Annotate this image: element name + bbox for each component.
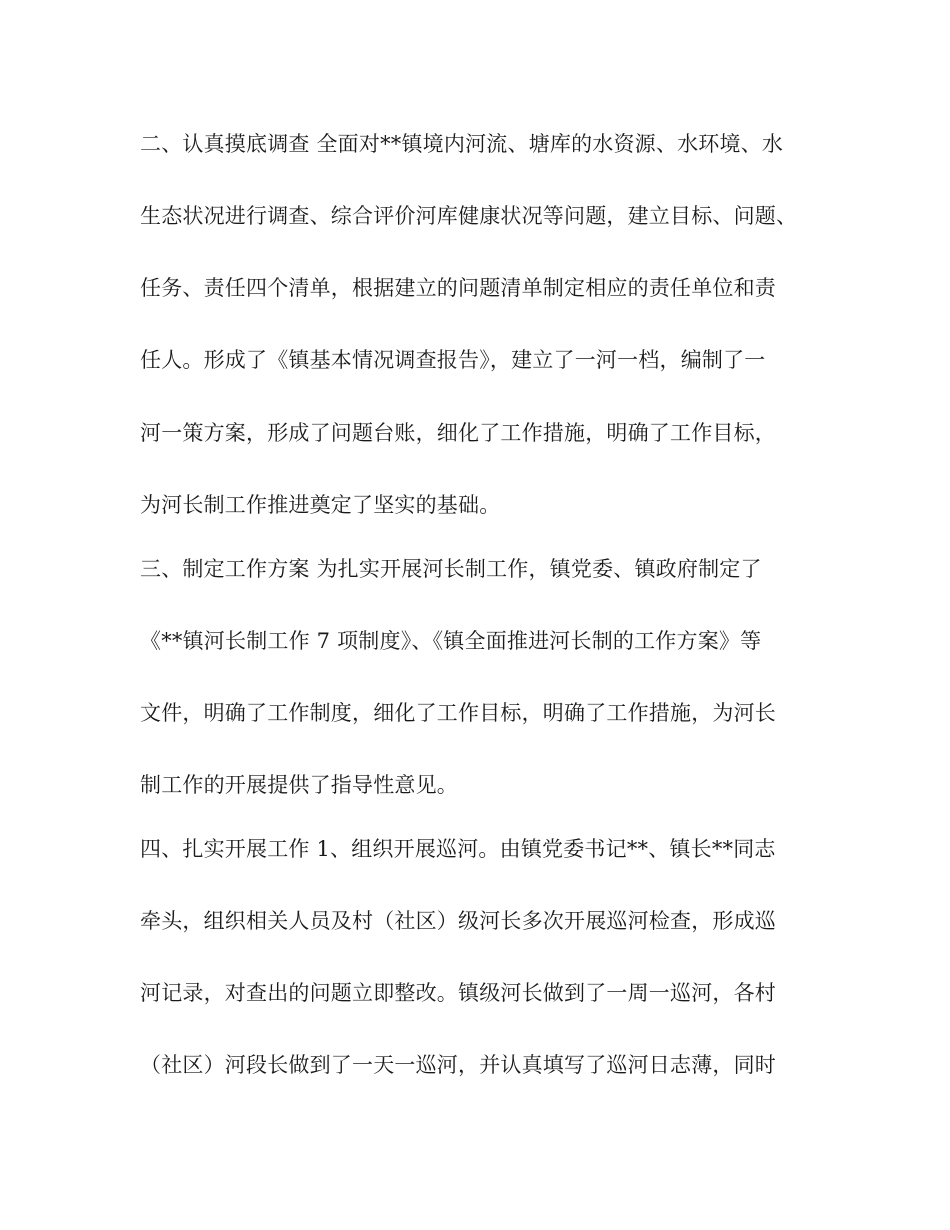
section-4-line-4: （社区）河段长做到了一天一巡河，并认真填写了巡河日志薄，同时	[140, 1053, 776, 1077]
section-4-line-1: 四、扎实开展工作 1、组织开展巡河。由镇党委书记**、镇长**同志	[140, 837, 776, 861]
section-3-line-2: 《**镇河长制工作 7 项制度》、《镇全面推进河长制的工作方案》等	[140, 629, 762, 653]
section-2-line-6: 为河长制工作推进奠定了坚实的基础。	[140, 493, 501, 517]
section-2-line-1: 二、认真摸底调查 全面对**镇境内河流、塘库的水资源、水环境、水	[140, 132, 784, 156]
section-4-line-2: 牵头，组织相关人员及村（社区）级河长多次开展巡河检查，形成巡	[140, 909, 776, 933]
section-2-line-5: 河一策方案，形成了问题台账，细化了工作措施，明确了工作目标，	[140, 421, 776, 445]
section-2-line-4: 任人。形成了《镇基本情况调查报告》，建立了一河一档，编制了一	[140, 348, 766, 372]
section-3-line-1: 三、制定工作方案 为扎实开展河长制工作，镇党委、镇政府制定了	[140, 557, 762, 581]
section-2-line-3: 任务、责任四个清单，根据建立的问题清单制定相应的责任单位和责	[140, 276, 776, 300]
section-3-line-4: 制工作的开展提供了指导性意见。	[140, 773, 458, 797]
section-4-line-3: 河记录，对查出的问题立即整改。镇级河长做到了一周一巡河，各村	[140, 981, 776, 1005]
section-3-line-3: 文件，明确了工作制度，细化了工作目标，明确了工作措施，为河长	[140, 701, 776, 725]
section-2-line-2: 生态状况进行调查、综合评价河库健康状况等问题，建立目标、问题、	[140, 204, 798, 228]
